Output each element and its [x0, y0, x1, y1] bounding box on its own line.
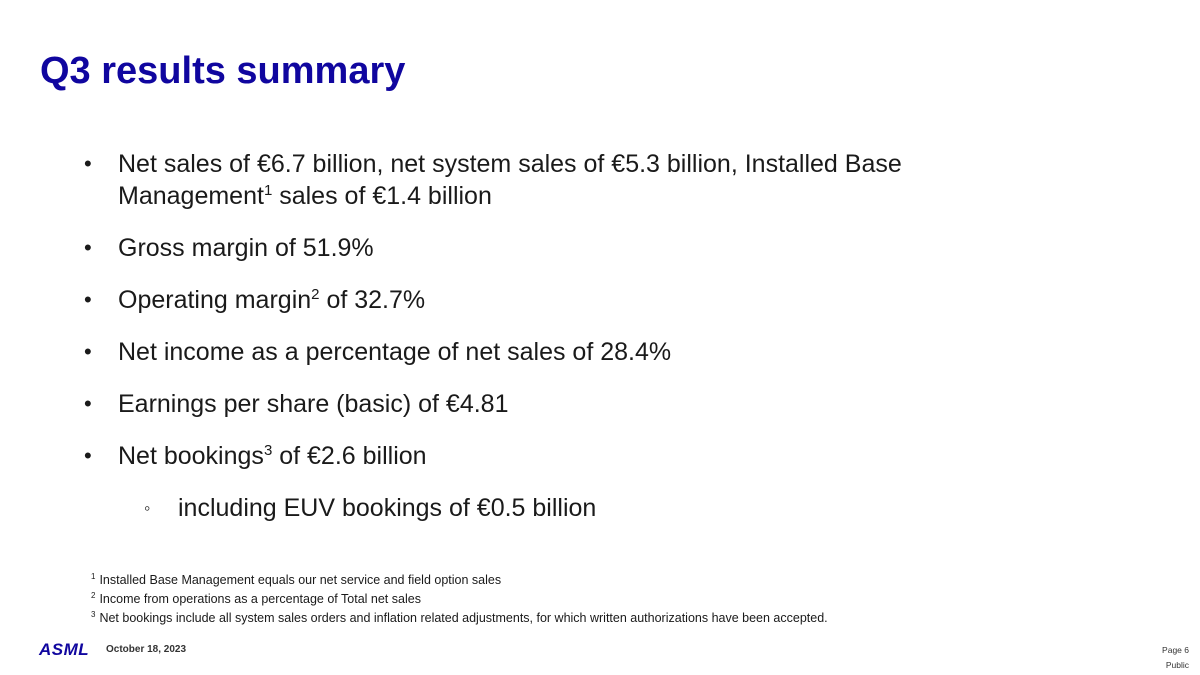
- sub-bullet-item-euv-bookings: [0, 492, 978, 524]
- bullet-list: [0, 148, 1200, 544]
- footnote-ref: 3: [263, 442, 273, 459]
- footnote-number: 2: [91, 591, 96, 600]
- sub-bullet-text: including EUV bookings of €0.5 billion: [178, 494, 597, 522]
- bullet-text: of 32.7%: [319, 286, 426, 314]
- asml-logo: ASML: [39, 640, 90, 659]
- bullet-item-gross-margin: [0, 232, 978, 264]
- footnote-2: [91, 590, 828, 609]
- footnote-ref: 2: [311, 286, 320, 303]
- bullet-text: of €2.6 billion: [272, 442, 427, 470]
- sub-bullet-glyph: ◦: [144, 498, 151, 518]
- footnotes: [91, 571, 828, 628]
- bullet-text: Operating margin: [118, 286, 312, 314]
- footnote-text: Income from operations as a percentage of Total net sales: [99, 592, 421, 606]
- bullet-item-net-bookings: [0, 440, 978, 472]
- footnote-text: Net bookings include all system sales orders and inflation related adjustments, for which written authorizations have been accepted.: [99, 611, 828, 625]
- bullet-glyph: •: [84, 151, 92, 176]
- bullet-item-operating-margin: [0, 284, 978, 316]
- bullet-glyph: •: [84, 443, 92, 468]
- bullet-glyph: •: [84, 287, 92, 312]
- footnote-number: 3: [91, 610, 96, 619]
- footnote-text: Installed Base Management equals our net service and field option sales: [99, 573, 502, 587]
- classification-label: Public: [1165, 660, 1189, 670]
- bullet-text: Net bookings: [118, 442, 264, 470]
- bullet-glyph: •: [84, 391, 92, 416]
- bullet-text: sales of €1.4 billion: [272, 182, 492, 210]
- bullet-glyph: •: [84, 235, 92, 260]
- slide-title: Q3 results summary: [40, 50, 406, 92]
- footer-date: October 18, 2023: [106, 644, 187, 655]
- bullet-item-net-income: [0, 336, 978, 368]
- bullet-text: Net sales of €6.7 billion, net system sales of €5.3 billion, Installed Base Management: [118, 150, 902, 210]
- footnote-number: 1: [91, 572, 96, 581]
- footnote-ref: 1: [263, 182, 273, 199]
- footnote-1: [91, 571, 828, 590]
- page-number: Page 6: [1162, 645, 1189, 655]
- bullet-item-eps: [0, 388, 978, 420]
- bullet-text: Earnings per share (basic) of €4.81: [118, 390, 509, 418]
- bullet-item-net-sales: [0, 148, 978, 212]
- bullet-text: Gross margin of 51.9%: [118, 234, 374, 262]
- bullet-text: Net income as a percentage of net sales of 28.4%: [118, 338, 672, 366]
- footnote-3: [91, 609, 828, 628]
- bullet-glyph: •: [84, 339, 92, 364]
